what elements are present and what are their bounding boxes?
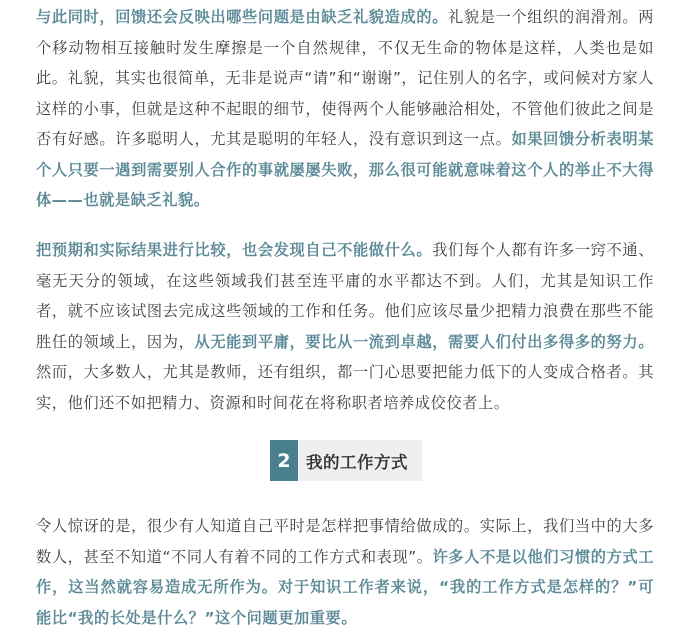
paragraph-3 — [36, 511, 654, 633]
highlight-text: 把预期和实际结果进行比较，也会发现自己不能做什么。 — [36, 241, 433, 259]
paragraph-1 — [36, 2, 654, 216]
highlight-text: 与此同时，回馈还会反映出哪些问题是由缺乏礼貌造成的。 — [36, 8, 449, 26]
body-text: 礼貌是一个组织的润滑剂。两个移动物相互接触时发生摩擦是一个自然规律，不仅无生命的物体是这样，人类也是如此。礼貌，其实也很简单，无非是说声“请”和“谢谢”，记住别人的名字，或问候对方家人这样的小事，但就是这种不起眼的细节，使得两个人能够融洽相处，不管他们彼此之间是否有好感。许多聪明人，尤其是聪明的年轻人，没有意识到这一点。 — [36, 8, 655, 148]
highlight-text: 如果回馈分析表明某个人只要一遇到需要别人合作的事就屡屡失败，那么很可能就意味着这个人的举止不大得体——也就是缺乏礼貌。 — [36, 130, 655, 209]
body-text: 然而，大多数人，尤其是教师，还有组织，都一门心思要把能力低下的人变成合格者。其实，他们还不如把精力、资源和时间花在将称职者培养成佼佼者上。 — [36, 363, 654, 412]
highlight-text: 许多人不是以他们习惯的方式工作，这当然就容易造成无所作为。对于知识工作者来说，“我的工作方式是怎样的？”可能比“我的长处是什么？”这个问题更加重要。 — [36, 547, 654, 627]
body-text: 令人惊讶的是，很少有人知道自己平时是怎样把事情给做成的。实际上，我们当中的大多数人，甚至不知道“不同人有着不同的工作方式和表现”。 — [36, 517, 654, 566]
section-heading — [270, 440, 422, 481]
highlight-text: 从无能到平庸，要比从一流到卓越，需要人们付出多得多的努力。 — [194, 332, 655, 351]
section-number-badge: 2 — [270, 440, 298, 481]
body-text: 我们每个人都有许多一窍不通、毫无天分的领域，在这些领域我们甚至连平庸的水平都达不到。人们，尤其是知识工作者，就不应该试图去完成这些领域的工作和任务。他们应该尽量少把精力浪费在那些不能胜任的领域上，因为， — [36, 241, 655, 351]
paragraph-2 — [36, 235, 654, 418]
section-title: 我的工作方式 — [298, 440, 422, 481]
